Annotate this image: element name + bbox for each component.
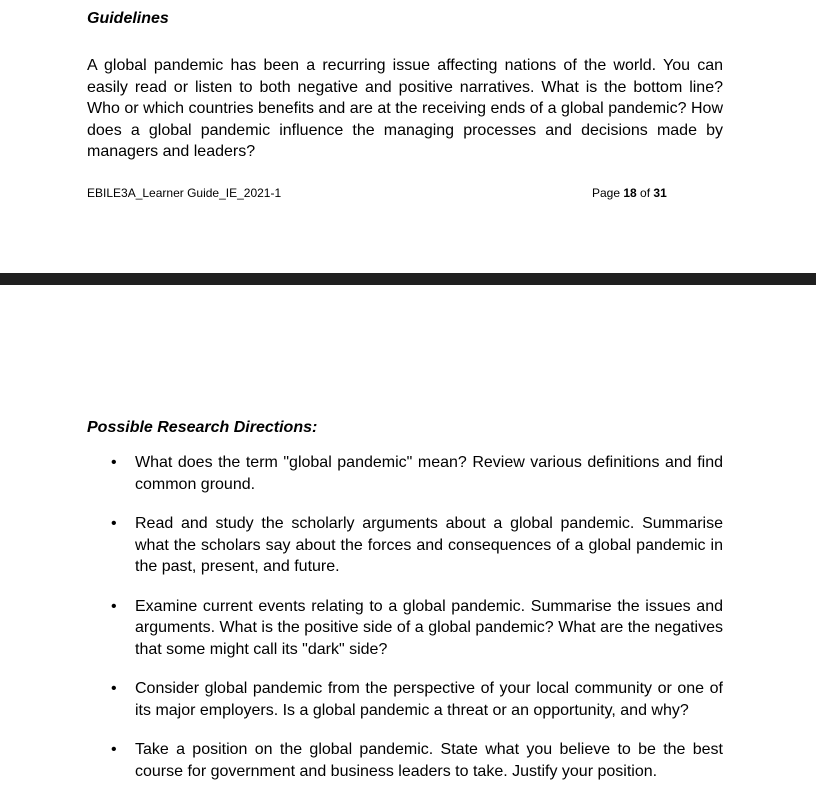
list-item-text: Read and study the scholarly arguments about a global pandemic. Summarise what the scholars say about the forces and consequences of a global pandemic in the past, present, and future. — [135, 515, 723, 575]
research-directions-heading: Possible Research Directions: — [87, 419, 318, 436]
bullet-icon: • — [111, 515, 117, 532]
page-divider — [0, 273, 816, 285]
list-item-text: Take a position on the global pandemic. State what you believe to be the best course for government and business leaders to take. Justify your position. — [135, 741, 723, 780]
list-item — [87, 513, 723, 578]
list-item — [87, 596, 723, 661]
page-total: 31 — [653, 186, 667, 200]
guidelines-paragraph: A global pandemic has been a recurring issue affecting nations of the world. You can easily read or listen to both negative and positive narratives. What is the bottom line? Who or which countries benefits and are at the receiving ends of a global pandemic? How does a global pandemic influence the managing processes and decisions made by managers and leaders? — [87, 57, 723, 160]
page-top — [0, 0, 816, 273]
list-item — [87, 739, 723, 782]
list-item-text: What does the term "global pandemic" mean? Review various definitions and find common ground. — [135, 454, 723, 493]
page-prefix: Page — [592, 186, 624, 200]
bullet-icon: • — [111, 454, 117, 471]
footer-page-number — [592, 186, 667, 200]
list-item-text: Examine current events relating to a global pandemic. Summarise the issues and arguments. What is the positive side of a global pandemic? What are the negatives that some might call its "dark" side? — [135, 597, 723, 658]
bullet-icon: • — [111, 597, 117, 615]
list-item-text: Consider global pandemic from the perspective of your local community or one of its major employers. Is a global pandemic a threat or an opportunity, and why? — [135, 680, 723, 719]
list-item — [87, 452, 723, 495]
footer-document-id: EBILE3A_Learner Guide_IE_2021-1 — [87, 186, 282, 200]
bullet-icon: • — [111, 741, 117, 758]
page-current: 18 — [623, 186, 637, 200]
list-item — [87, 678, 723, 721]
research-directions-list — [87, 452, 723, 800]
page-separator: of — [636, 186, 654, 200]
bullet-icon: • — [111, 680, 117, 697]
guidelines-heading: Guidelines — [87, 10, 169, 27]
